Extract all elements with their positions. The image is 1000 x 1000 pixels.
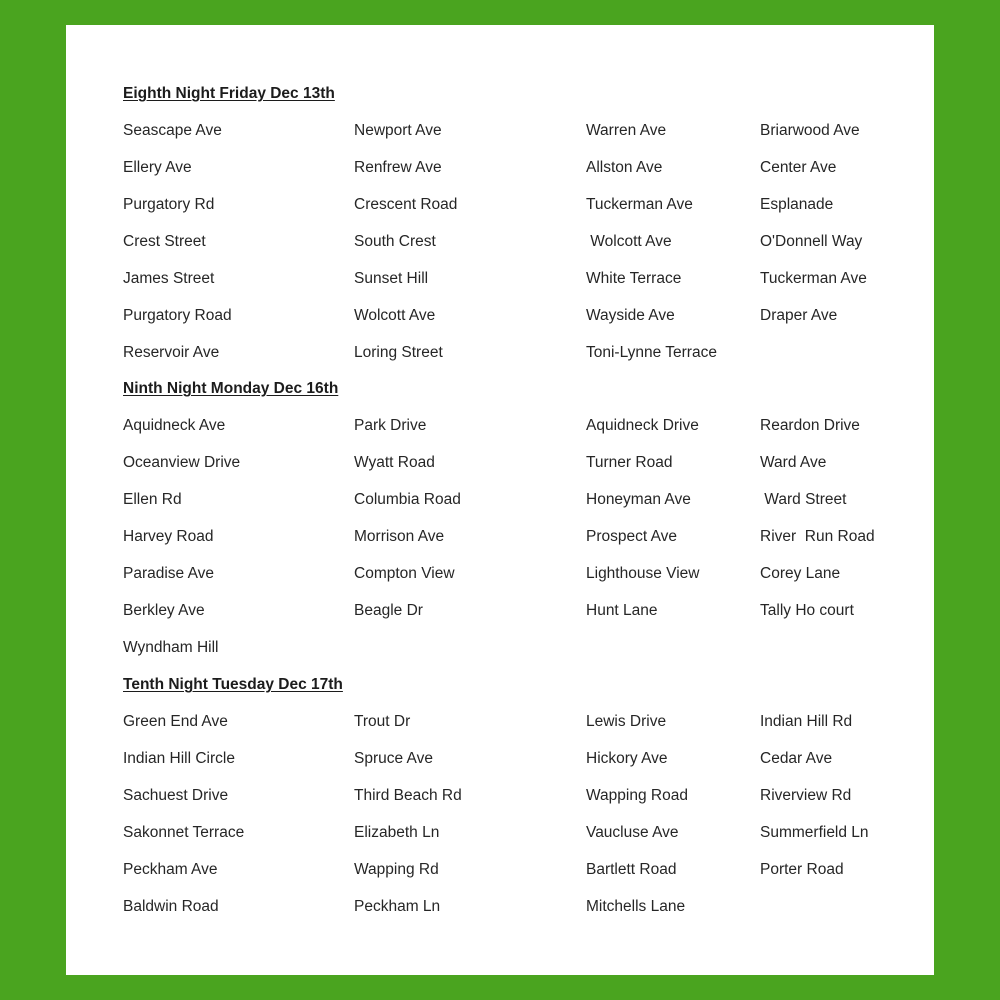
street-name: Morrison Ave [354,528,445,545]
street-name: Trout Dr [354,713,411,730]
street-name: Corey Lane [760,565,841,582]
street-name: Prospect Ave [586,528,678,545]
street-row [66,565,934,595]
street-name: Sakonnet Terrace [123,824,245,841]
street-name: Ellery Ave [123,159,192,176]
street-name: Allston Ave [586,159,663,176]
street-name: Green End Ave [123,713,228,730]
street-row [66,122,934,152]
street-row [66,159,934,189]
street-row [66,861,934,891]
document-page [66,25,934,975]
street-name: Ward Street [760,491,847,508]
street-row [66,196,934,226]
street-name: Columbia Road [354,491,461,508]
street-name: Hickory Ave [586,750,668,767]
street-name: Indian Hill Rd [760,713,853,730]
street-name: James Street [123,270,215,287]
street-name: Newport Ave [354,122,442,139]
street-name: Cedar Ave [760,750,833,767]
street-name: Purgatory Road [123,307,232,324]
street-row [66,824,934,854]
street-name: Wayside Ave [586,307,675,324]
street-row [66,750,934,780]
street-name: Vaucluse Ave [586,824,679,841]
section-heading: Tenth Night Tuesday Dec 17th [123,676,343,693]
street-name: Compton View [354,565,455,582]
street-name: Center Ave [760,159,837,176]
street-row [66,454,934,484]
street-name: Esplanade [760,196,834,213]
street-name: Lewis Drive [586,713,667,730]
street-row [66,417,934,447]
street-name: White Terrace [586,270,682,287]
street-name: Spruce Ave [354,750,433,767]
street-name: Reservoir Ave [123,344,220,361]
street-name: Tuckerman Ave [760,270,867,287]
street-name: Ellen Rd [123,491,182,508]
street-name: Peckham Ave [123,861,218,878]
street-name: Draper Ave [760,307,838,324]
street-name: Purgatory Rd [123,196,215,213]
street-name: Honeyman Ave [586,491,691,508]
street-name: River Run Road [760,528,875,545]
street-name: Berkley Ave [123,602,205,619]
street-name: Paradise Ave [123,565,215,582]
street-name: Hunt Lane [586,602,658,619]
street-name: South Crest [354,233,436,250]
street-row [66,639,934,669]
street-name: Park Drive [354,417,427,434]
street-name: Renfrew Ave [354,159,442,176]
street-name: O'Donnell Way [760,233,863,250]
street-name: Reardon Drive [760,417,860,434]
street-name: Mitchells Lane [586,898,686,915]
street-name: Third Beach Rd [354,787,462,804]
street-name: Summerfield Ln [760,824,869,841]
street-name: Beagle Dr [354,602,423,619]
street-row [66,491,934,521]
street-name: Crest Street [123,233,206,250]
street-name: Wolcott Ave [586,233,672,250]
street-name: Elizabeth Ln [354,824,440,841]
street-row [66,344,934,374]
street-name: Toni-Lynne Terrace [586,344,717,361]
street-name: Aquidneck Drive [586,417,699,434]
section-heading: Ninth Night Monday Dec 16th [123,380,339,397]
street-name: Ward Ave [760,454,827,471]
street-name: Harvey Road [123,528,214,545]
street-name: Peckham Ln [354,898,441,915]
street-name: Turner Road [586,454,673,471]
street-row [66,270,934,300]
street-name: Sachuest Drive [123,787,229,804]
street-name: Briarwood Ave [760,122,860,139]
street-name: Wyatt Road [354,454,435,471]
street-name: Wolcott Ave [354,307,436,324]
street-name: Wyndham Hill [123,639,219,656]
street-row [66,233,934,263]
street-name: Wapping Road [586,787,688,804]
street-name: Loring Street [354,344,443,361]
street-row [66,898,934,928]
street-name: Porter Road [760,861,844,878]
street-row [66,528,934,558]
street-name: Crescent Road [354,196,458,213]
street-name: Riverview Rd [760,787,852,804]
street-name: Seascape Ave [123,122,222,139]
street-name: Baldwin Road [123,898,219,915]
street-row [66,307,934,337]
street-name: Indian Hill Circle [123,750,235,767]
street-name: Sunset Hill [354,270,429,287]
street-name: Oceanview Drive [123,454,241,471]
street-name: Lighthouse View [586,565,700,582]
street-name: Wapping Rd [354,861,439,878]
street-name: Tally Ho court [760,602,854,619]
street-name: Warren Ave [586,122,667,139]
street-row [66,787,934,817]
street-row [66,602,934,632]
street-row [66,713,934,743]
section-heading: Eighth Night Friday Dec 13th [123,85,335,102]
street-name: Tuckerman Ave [586,196,693,213]
street-name: Aquidneck Ave [123,417,226,434]
street-name: Bartlett Road [586,861,677,878]
